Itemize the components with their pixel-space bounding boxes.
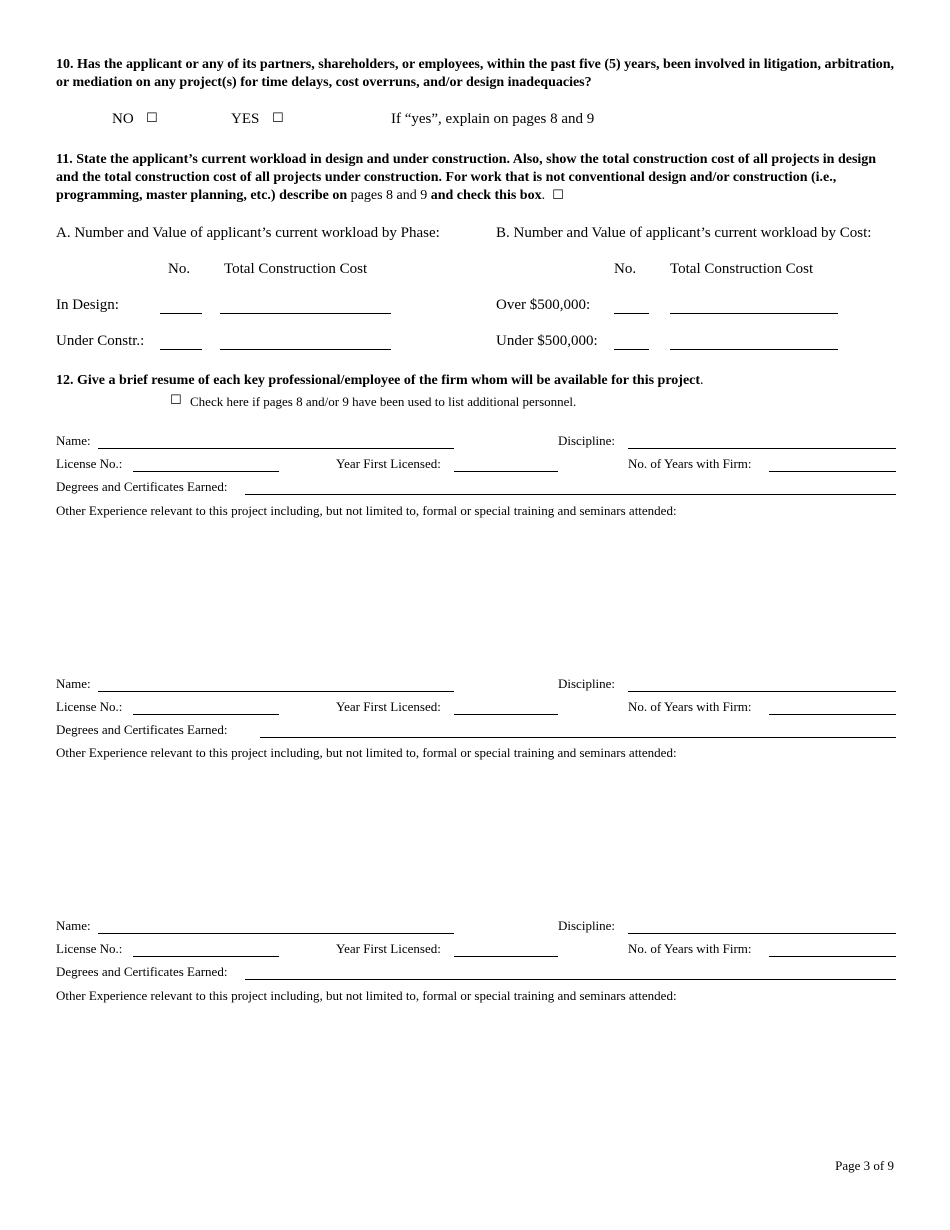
year-first-licensed-field[interactable] [454, 714, 558, 715]
q11-checkbox[interactable]: ☐ [552, 188, 564, 203]
year-first-licensed-field[interactable] [454, 956, 558, 957]
question-10-text: 10. Has the applicant or any of its partners, shareholders, or employees, within the past five (5) years, been involved in litigation, arbitration, or mediation on any project(s) for time delays, cost overruns, and/or design inadequacies? [56, 57, 895, 90]
years-with-firm-field[interactable] [769, 471, 896, 472]
under-constr-no-field[interactable] [160, 349, 202, 350]
in-design-no-field[interactable] [160, 313, 202, 314]
in-design-cost-field[interactable] [220, 313, 391, 314]
other-experience-label: Other Experience relevant to this project including, but not limited to, formal or special training and seminars attended: [56, 988, 677, 1003]
other-experience-label: Other Experience relevant to this project including, but not limited to, formal or special training and seminars attended: [56, 503, 677, 518]
discipline-field[interactable] [628, 691, 896, 692]
degrees-field[interactable] [245, 494, 896, 495]
question-11-text: 11. State the applicant’s current workload in design and under construction. Also, show the total construction cost of all projects in design and the total construction cost of all projects under construction. For work that is not conventional design and/or construction (i.e., programming, master planning, etc.) describe on pages 8 and 9 and check this box. ☐ [56, 152, 877, 203]
over-no-field[interactable] [614, 313, 649, 314]
degrees-field[interactable] [260, 737, 896, 738]
under-no-field[interactable] [614, 349, 649, 350]
name-label: Name: [56, 433, 91, 448]
license-label: License No.: [56, 456, 123, 471]
section-b-col-total: Total Construction Cost [670, 261, 814, 277]
row-under-constr-label: Under Constr.: [56, 333, 145, 349]
question-12-text: 12. Give a brief resume of each key professional/employee of the firm whom will be available for this project. [56, 373, 704, 388]
other-experience-label: Other Experience relevant to this project including, but not limited to, formal or special training and seminars attended: [56, 745, 677, 760]
name-field[interactable] [98, 933, 454, 934]
q10-explain-note: If “yes”, explain on pages 8 and 9 [391, 111, 595, 127]
discipline-label: Discipline: [558, 433, 616, 448]
degrees-label: Degrees and Certificates Earned: [56, 479, 228, 494]
name-field[interactable] [98, 691, 454, 692]
degrees-label: Degrees and Certificates Earned: [56, 722, 228, 737]
row-under-label: Under $500,000: [496, 333, 598, 349]
name-label: Name: [56, 676, 91, 691]
under-constr-cost-field[interactable] [220, 349, 391, 350]
name-field[interactable] [98, 448, 454, 449]
under-cost-field[interactable] [670, 349, 838, 350]
q12-check-note: Check here if pages 8 and/or 9 have been used to list additional personnel. [190, 394, 577, 409]
license-field[interactable] [133, 471, 279, 472]
section-a-heading: A. Number and Value of applicant’s current workload by Phase: [56, 225, 440, 241]
years-with-firm-label: No. of Years with Firm: [628, 699, 752, 714]
over-cost-field[interactable] [670, 313, 838, 314]
degrees-label: Degrees and Certificates Earned: [56, 964, 228, 979]
license-field[interactable] [133, 714, 279, 715]
q10-no-label: NO [112, 111, 134, 127]
license-label: License No.: [56, 699, 123, 714]
year-first-licensed-label: Year First Licensed: [336, 941, 441, 956]
section-a-col-no: No. [168, 261, 191, 277]
year-first-licensed-label: Year First Licensed: [336, 456, 441, 471]
section-b-col-no: No. [614, 261, 637, 277]
q10-yes-label: YES [231, 111, 260, 127]
years-with-firm-field[interactable] [769, 956, 896, 957]
discipline-field[interactable] [628, 933, 896, 934]
section-b-heading: B. Number and Value of applicant’s current workload by Cost: [496, 225, 872, 241]
license-label: License No.: [56, 941, 123, 956]
year-first-licensed-field[interactable] [454, 471, 558, 472]
name-label: Name: [56, 918, 91, 933]
section-a-col-total: Total Construction Cost [224, 261, 368, 277]
q12-checkbox[interactable]: ☐ [170, 393, 182, 408]
row-in-design-label: In Design: [56, 297, 119, 313]
q10-yes-checkbox[interactable]: ☐ [272, 111, 284, 126]
page-number: Page 3 of 9 [835, 1158, 894, 1173]
year-first-licensed-label: Year First Licensed: [336, 699, 441, 714]
years-with-firm-label: No. of Years with Firm: [628, 941, 752, 956]
degrees-field[interactable] [245, 979, 896, 980]
row-over-label: Over $500,000: [496, 297, 591, 313]
years-with-firm-label: No. of Years with Firm: [628, 456, 752, 471]
license-field[interactable] [133, 956, 279, 957]
q10-no-checkbox[interactable]: ☐ [146, 111, 158, 126]
years-with-firm-field[interactable] [769, 714, 896, 715]
discipline-label: Discipline: [558, 676, 616, 691]
discipline-label: Discipline: [558, 918, 616, 933]
discipline-field[interactable] [628, 448, 896, 449]
